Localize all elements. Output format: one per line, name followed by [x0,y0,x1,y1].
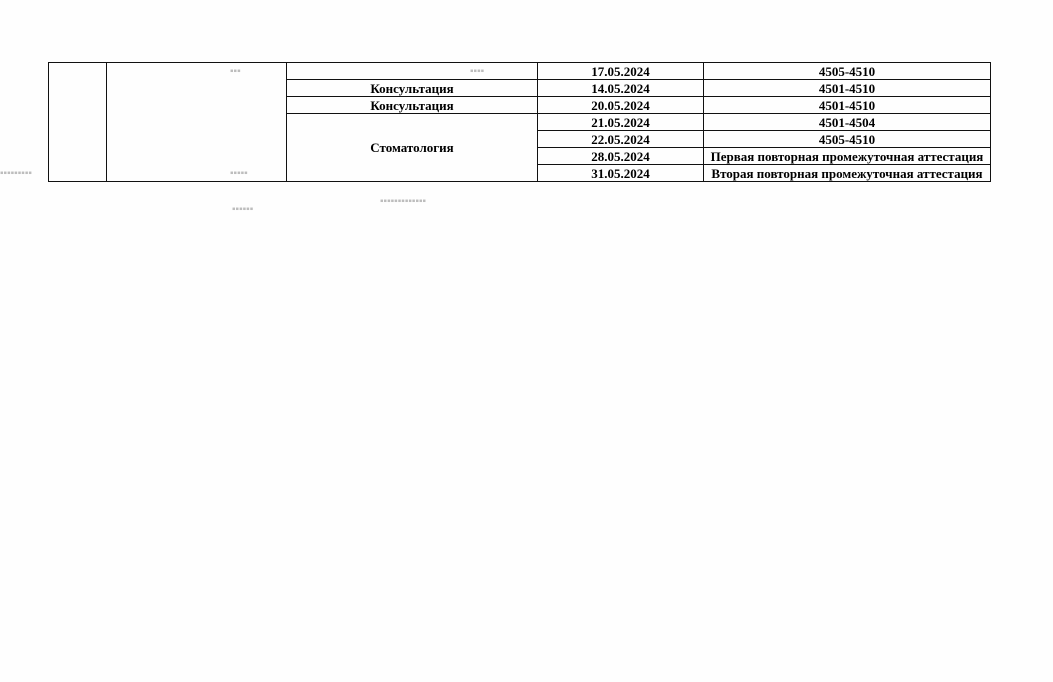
bleed-through-mark: ▪▪▪▪ [470,66,485,77]
rooms-cell: Первая повторная промежуточная аттестация [704,148,991,165]
date-cell: 20.05.2024 [538,97,704,114]
rooms-cell: Вторая повторная промежуточная аттестация [704,165,991,182]
rooms-cell: 4505-4510 [704,131,991,148]
schedule-table [48,62,991,182]
bleed-through-mark: ▪▪▪▪▪▪ [232,204,254,215]
subject-cell [287,63,538,80]
bleed-through-mark: ▪▪▪▪▪ [230,168,248,179]
rooms-cell: 4501-4510 [704,80,991,97]
date-cell: 21.05.2024 [538,114,704,131]
bleed-through-mark: ▪▪▪ [230,66,241,77]
empty-cell [107,63,287,182]
date-cell: 31.05.2024 [538,165,704,182]
subject-cell: Консультация [287,80,538,97]
empty-cell [49,63,107,182]
subject-cell: Стоматология [287,114,538,182]
date-cell: 17.05.2024 [538,63,704,80]
rooms-cell: 4501-4510 [704,97,991,114]
bleed-through-mark: ▪▪▪▪▪▪▪▪▪▪▪▪▪ [380,196,427,207]
date-cell: 22.05.2024 [538,131,704,148]
date-cell: 14.05.2024 [538,80,704,97]
table-row [49,63,991,80]
rooms-cell: 4501-4504 [704,114,991,131]
bleed-through-mark: ▪▪▪▪▪▪▪▪▪ [0,168,32,179]
subject-cell: Консультация [287,97,538,114]
date-cell: 28.05.2024 [538,148,704,165]
rooms-cell: 4505-4510 [704,63,991,80]
